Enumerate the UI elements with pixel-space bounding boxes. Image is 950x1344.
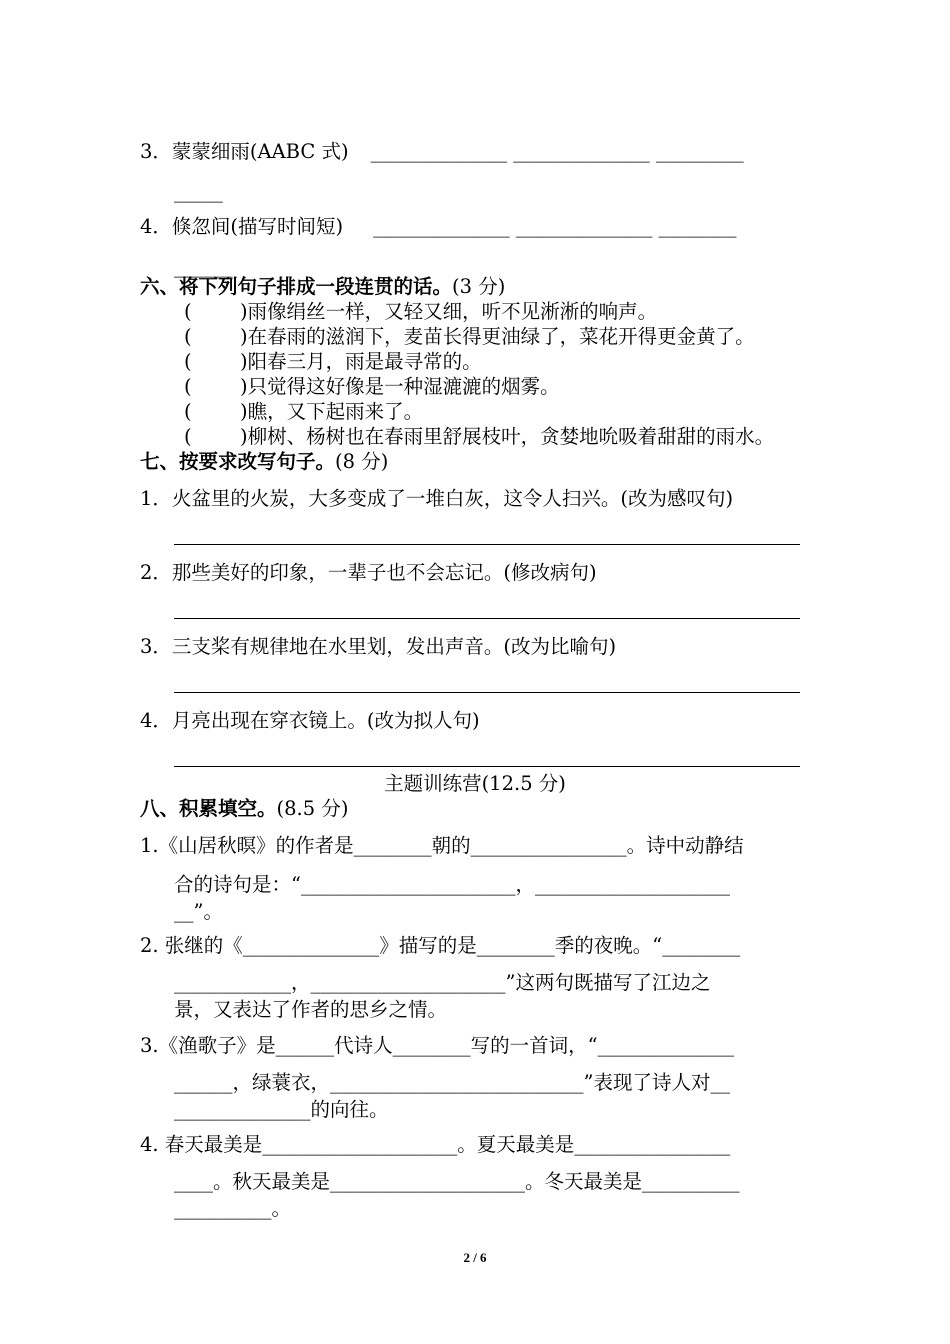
s8-line: __________。 [174,1197,292,1220]
s8-line: 3.《渔歌子》是______代诗人________写的一首词，“______________ [140,1034,735,1057]
s6-sentence: ( )瞧，又下起雨来了。 [184,400,424,423]
s8-line: ____。秋天最美是____________________。冬天最美是__________ [174,1170,740,1193]
s6-sentence: ( )阳春三月，雨是最寻常的。 [184,350,482,373]
s8-line: ______，绿蓑衣，__________________________”表现了诗人对__ [174,1071,730,1094]
page-number: 2 / 6 [463,1250,487,1265]
theme-camp-title: 主题训练营(12.5 分) [384,772,566,795]
s8-line: ______________的向往。 [174,1098,389,1121]
s8-line: 1.《山居秋暝》的作者是________朝的________________。诗中动静结 [140,834,744,857]
s7-item-3: 3．三支桨有规律地在水里划，发出声音。(改为比喻句) [140,635,617,658]
s5-item-4-cont: ______ [174,255,233,278]
s6-sentence: ( )在春雨的滋润下，麦苗长得更油绿了，菜花开得更金黄了。 [184,325,755,348]
s8-line: 景，又表达了作者的思乡之情。 [174,998,448,1021]
s8-line: 2. 张继的《______________》描写的是________季的夜晚。“________ [140,934,741,957]
s5-item-3-cont: _____ [174,180,223,203]
s7-item-1: 1．火盆里的火炭，大多变成了一堆白灰，这令人扫兴。(改为感叹句) [140,487,734,510]
section7-heading: 七、按要求改写句子。(8 分) [140,450,389,473]
s8-line: ____________，____________________”这两句既描写了江边之 [174,971,711,994]
answer-line[interactable] [174,618,800,619]
s7-item-4: 4．月亮出现在穿衣镜上。(改为拟人句) [140,709,480,732]
s6-sentence: ( )雨像绢丝一样，又轻又细，听不见淅淅的响声。 [184,300,658,323]
section6-heading: 六、将下列句子排成一段连贯的话。(3 分) [140,275,506,298]
s8-line: 4. 春天最美是____________________。夏天最美是________________ [140,1133,731,1156]
section8-heading: 八、积累填空。(8.5 分) [140,797,349,820]
s8-line: __”。 [174,900,223,923]
s8-line: 合的诗句是：“______________________，____________________ [174,873,730,896]
s5-item-4: 4．倏忽间(描写时间短) ______________ ______________ ________ [140,215,737,238]
answer-line[interactable] [174,766,800,767]
answer-line[interactable] [174,544,800,545]
s7-item-2: 2．那些美好的印象，一辈子也不会忘记。(修改病句) [140,561,597,584]
answer-line[interactable] [174,692,800,693]
s6-sentence: ( )柳树、杨树也在春雨里舒展枝叶，贪婪地吮吸着甜甜的雨水。 [184,425,775,448]
s6-sentence: ( )只觉得这好像是一种湿漉漉的烟雾。 [184,375,560,398]
s5-item-3: 3．蒙蒙细雨(AABC 式) ______________ ______________ _________ [140,140,744,163]
